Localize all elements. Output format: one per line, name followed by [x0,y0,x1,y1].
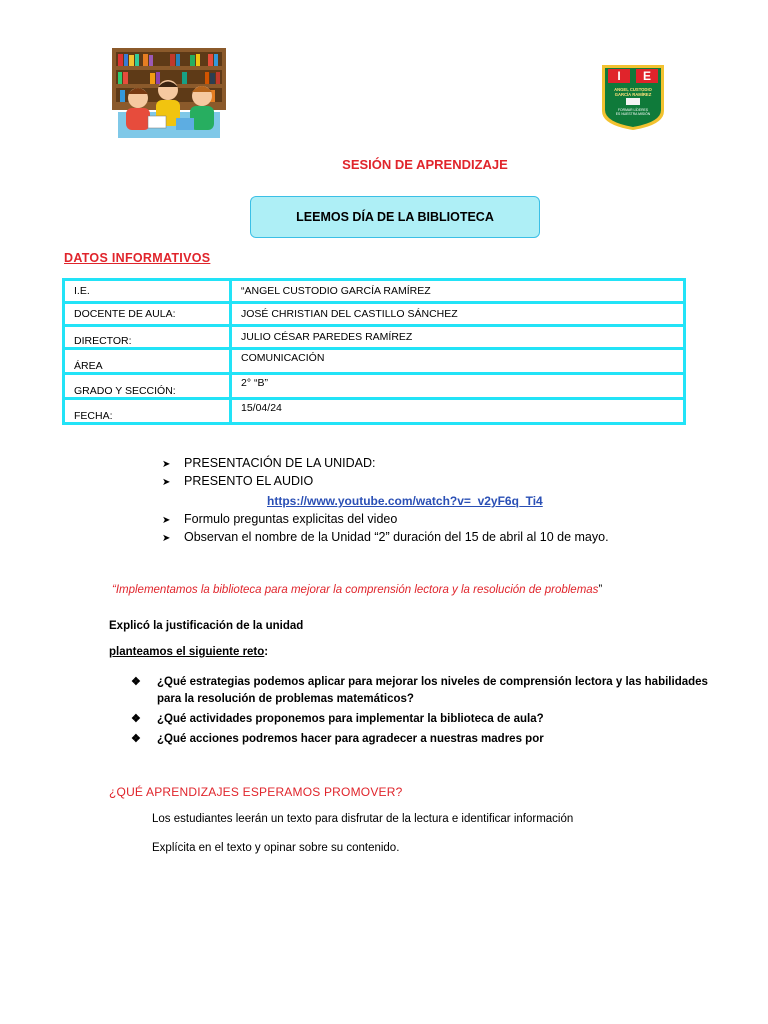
arrow-bullet-icon: ➤ [162,533,171,544]
info-table [62,278,686,425]
list-item [162,474,375,492]
question-text: ¿Qué actividades proponemos para implementar la biblioteca de aula? [157,713,544,725]
questions-list [131,674,721,751]
row-label: DIRECTOR: [64,326,231,349]
table-row [64,280,685,303]
library-illustration [110,46,228,140]
row-value: 2° “B” [231,374,685,399]
list-item [162,512,609,530]
list-item [162,530,609,548]
table-row [64,303,685,326]
svg-text:I: I [617,69,621,83]
school-crest-logo [600,63,666,131]
table-row [64,349,685,374]
row-label: GRADO Y SECCIÓN: [64,374,231,399]
question-text: ¿Qué estrategias podemos aplicar para mejorar los niveles de comprensión lectora y las habilidades para la resolución de problemas matemáticos? [157,676,708,705]
steps-list-top [162,456,375,492]
table-row [64,399,685,424]
quote-text: “Implementamos la biblioteca para mejorar la comprensión lectora y la resolución de problemas [112,584,599,596]
svg-text:ES NUESTRA MISIÓN: ES NUESTRA MISIÓN [615,112,651,116]
steps-list-bottom [162,512,609,548]
reto-line [109,646,268,658]
row-label: ÁREA [64,349,231,374]
list-item [131,674,721,708]
youtube-link[interactable]: https://www.youtube.com/watch?v=_v2yF6q_Ti4 [267,494,543,508]
lesson-title: LEEMOS DÍA DE LA BIBLIOTECA [296,210,494,224]
diamond-bullet-icon: ❖ [131,676,141,688]
svg-text:GARCÍA RAMÍREZ: GARCÍA RAMÍREZ [614,92,652,97]
svg-text:ANGEL CUSTODIO: ANGEL CUSTODIO [614,87,652,92]
row-label: FECHA: [64,399,231,424]
step-text: Observan el nombre de la Unidad “2” duración del 15 de abril al 10 de mayo. [184,530,609,544]
reto-colon: : [264,646,269,658]
list-item [131,711,721,728]
arrow-bullet-icon: ➤ [162,515,171,526]
row-value: JOSÉ CHRISTIAN DEL CASTILLO SÁNCHEZ [231,303,685,326]
svg-text:E: E [642,69,652,83]
arrow-bullet-icon: ➤ [162,459,171,470]
list-item [162,456,375,474]
reto-label: planteamos el siguiente reto [109,646,265,658]
unit-quote [112,584,602,596]
row-value: JULIO CÉSAR PAREDES RAMÍREZ [231,326,685,349]
arrow-bullet-icon: ➤ [162,477,171,488]
aprendizajes-line-2: Explícita en el texto y opinar sobre su contenido. [152,842,400,854]
lesson-title-box [250,196,540,238]
list-item [131,731,721,748]
aprendizajes-line-1: Los estudiantes leerán un texto para disfrutar de la lectura e identificar información [152,813,574,825]
quote-end: ” [598,584,603,596]
datos-heading: DATOS INFORMATIVOS [64,251,211,265]
step-text: Formulo preguntas explicitas del video [184,512,398,526]
justificacion-line: Explicó la justificación de la unidad [109,620,304,632]
row-label: I.E. [64,280,231,303]
step-text: PRESENTO EL AUDIO [184,474,314,488]
table-row [64,326,685,349]
question-text: ¿Qué acciones podremos hacer para agradecer a nuestras madres por [157,733,544,745]
table-row [64,374,685,399]
diamond-bullet-icon: ❖ [131,713,141,725]
row-label: DOCENTE DE AULA: [64,303,231,326]
aprendizajes-heading: ¿QUÉ APRENDIZAJES ESPERAMOS PROMOVER? [109,785,403,799]
row-value: COMUNICACIÓN [231,349,685,374]
row-value: 15/04/24 [231,399,685,424]
session-title: SESIÓN DE APRENDIZAJE [342,157,508,172]
row-value: “ANGEL CUSTODIO GARCÍA RAMÍREZ [231,280,685,303]
diamond-bullet-icon: ❖ [131,733,141,745]
step-text: PRESENTACIÓN DE LA UNIDAD: [184,456,376,470]
svg-text:FORMAR LÍDERES: FORMAR LÍDERES [617,108,649,112]
